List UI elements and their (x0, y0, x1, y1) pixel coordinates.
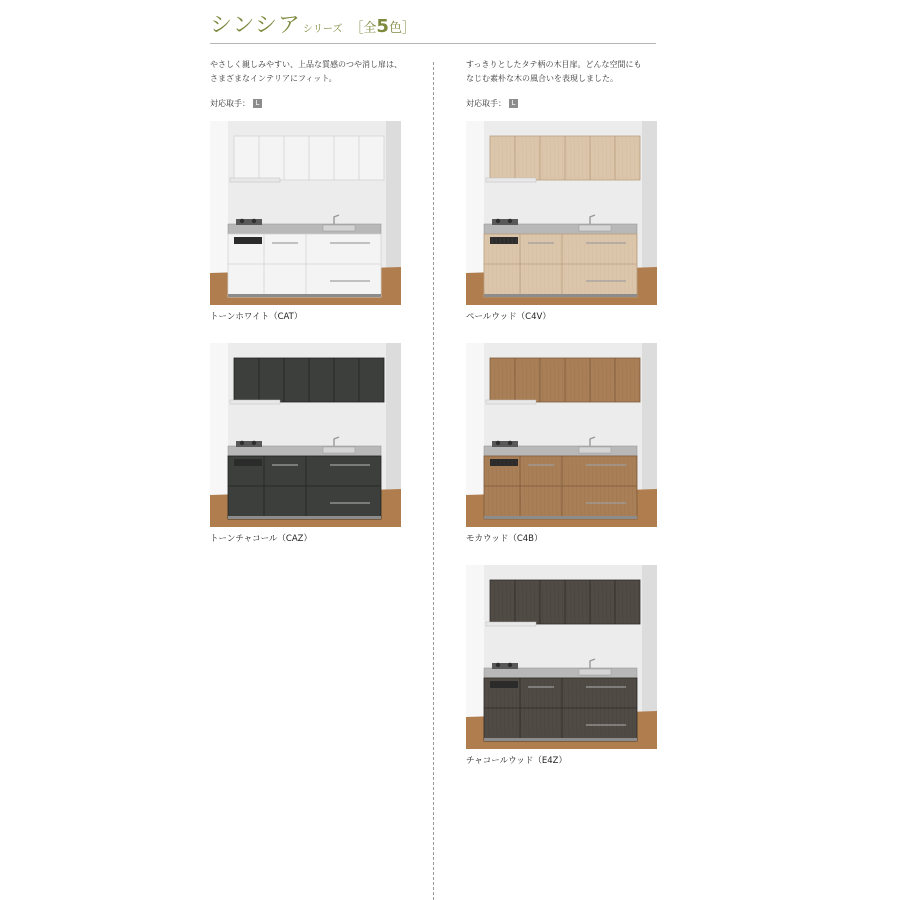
burner (508, 663, 512, 667)
kitchen-photo[interactable] (466, 121, 657, 305)
oven-control (234, 459, 262, 466)
column-divider (433, 62, 434, 900)
burner (252, 219, 256, 223)
product-caption: トーンチャコール（CAZ） (210, 534, 312, 544)
sink (323, 447, 355, 453)
product-card[interactable] (210, 343, 401, 544)
product-card[interactable] (466, 121, 657, 322)
series-suffix: シリーズ (302, 24, 343, 35)
product-caption: トーンホワイト（CAT） (210, 312, 303, 322)
product-caption: チャコールウッド（E4Z） (466, 756, 568, 766)
plinth (228, 294, 381, 297)
product-caption: モカウッド（C4B） (466, 534, 543, 544)
handle-badge: L (253, 99, 262, 108)
range-hood (486, 400, 536, 404)
countertop (228, 446, 381, 456)
handle-badge: L (509, 99, 518, 108)
product-caption: ペールウッド（C4V） (466, 312, 551, 322)
sink (579, 669, 611, 675)
product-card[interactable] (466, 565, 657, 766)
plinth (228, 516, 381, 519)
product-card[interactable] (210, 121, 401, 322)
plinth (484, 294, 637, 297)
kitchen-photo[interactable] (466, 343, 657, 527)
countertop (228, 224, 381, 234)
burner (240, 219, 244, 223)
color-count: 5 (376, 16, 389, 37)
page-title (210, 8, 415, 39)
burner (252, 441, 256, 445)
burner (496, 441, 500, 445)
color-count-label: ［全5色］ (350, 16, 415, 37)
burner (508, 441, 512, 445)
oven-control (234, 237, 262, 244)
kitchen-photo[interactable] (466, 565, 657, 749)
title-underline (210, 43, 656, 44)
sink (579, 447, 611, 453)
left-description: やさしく親しみやすい、上品な質感のつや消し扉は、 さまざまなインテリアにフィット。 (210, 60, 402, 83)
burner (496, 663, 500, 667)
countertop (484, 668, 637, 678)
countertop (484, 224, 637, 234)
kitchen-photo[interactable] (210, 121, 401, 305)
series-name: シンシア (210, 13, 301, 38)
gas-stove (492, 219, 518, 225)
plinth (484, 738, 637, 741)
gas-stove (492, 441, 518, 447)
left-handle-info: 対応取手： L (210, 98, 262, 109)
range-hood (230, 400, 280, 404)
gas-stove (236, 219, 262, 225)
countertop (484, 446, 637, 456)
gas-stove (236, 441, 262, 447)
kitchen-photo[interactable] (210, 343, 401, 527)
right-handle-info: 対応取手： L (466, 98, 518, 109)
sink (323, 225, 355, 231)
right-description: すっきりとしたタテ柄の木目扉。どんな空間にも なじむ素朴な木の風合いを表現しました。 (466, 60, 642, 83)
range-hood (230, 178, 280, 182)
burner (508, 219, 512, 223)
sink (579, 225, 611, 231)
range-hood (486, 622, 536, 626)
range-hood (486, 178, 536, 182)
gas-stove (492, 663, 518, 669)
burner (240, 441, 244, 445)
plinth (484, 516, 637, 519)
burner (496, 219, 500, 223)
product-card[interactable] (466, 343, 657, 544)
